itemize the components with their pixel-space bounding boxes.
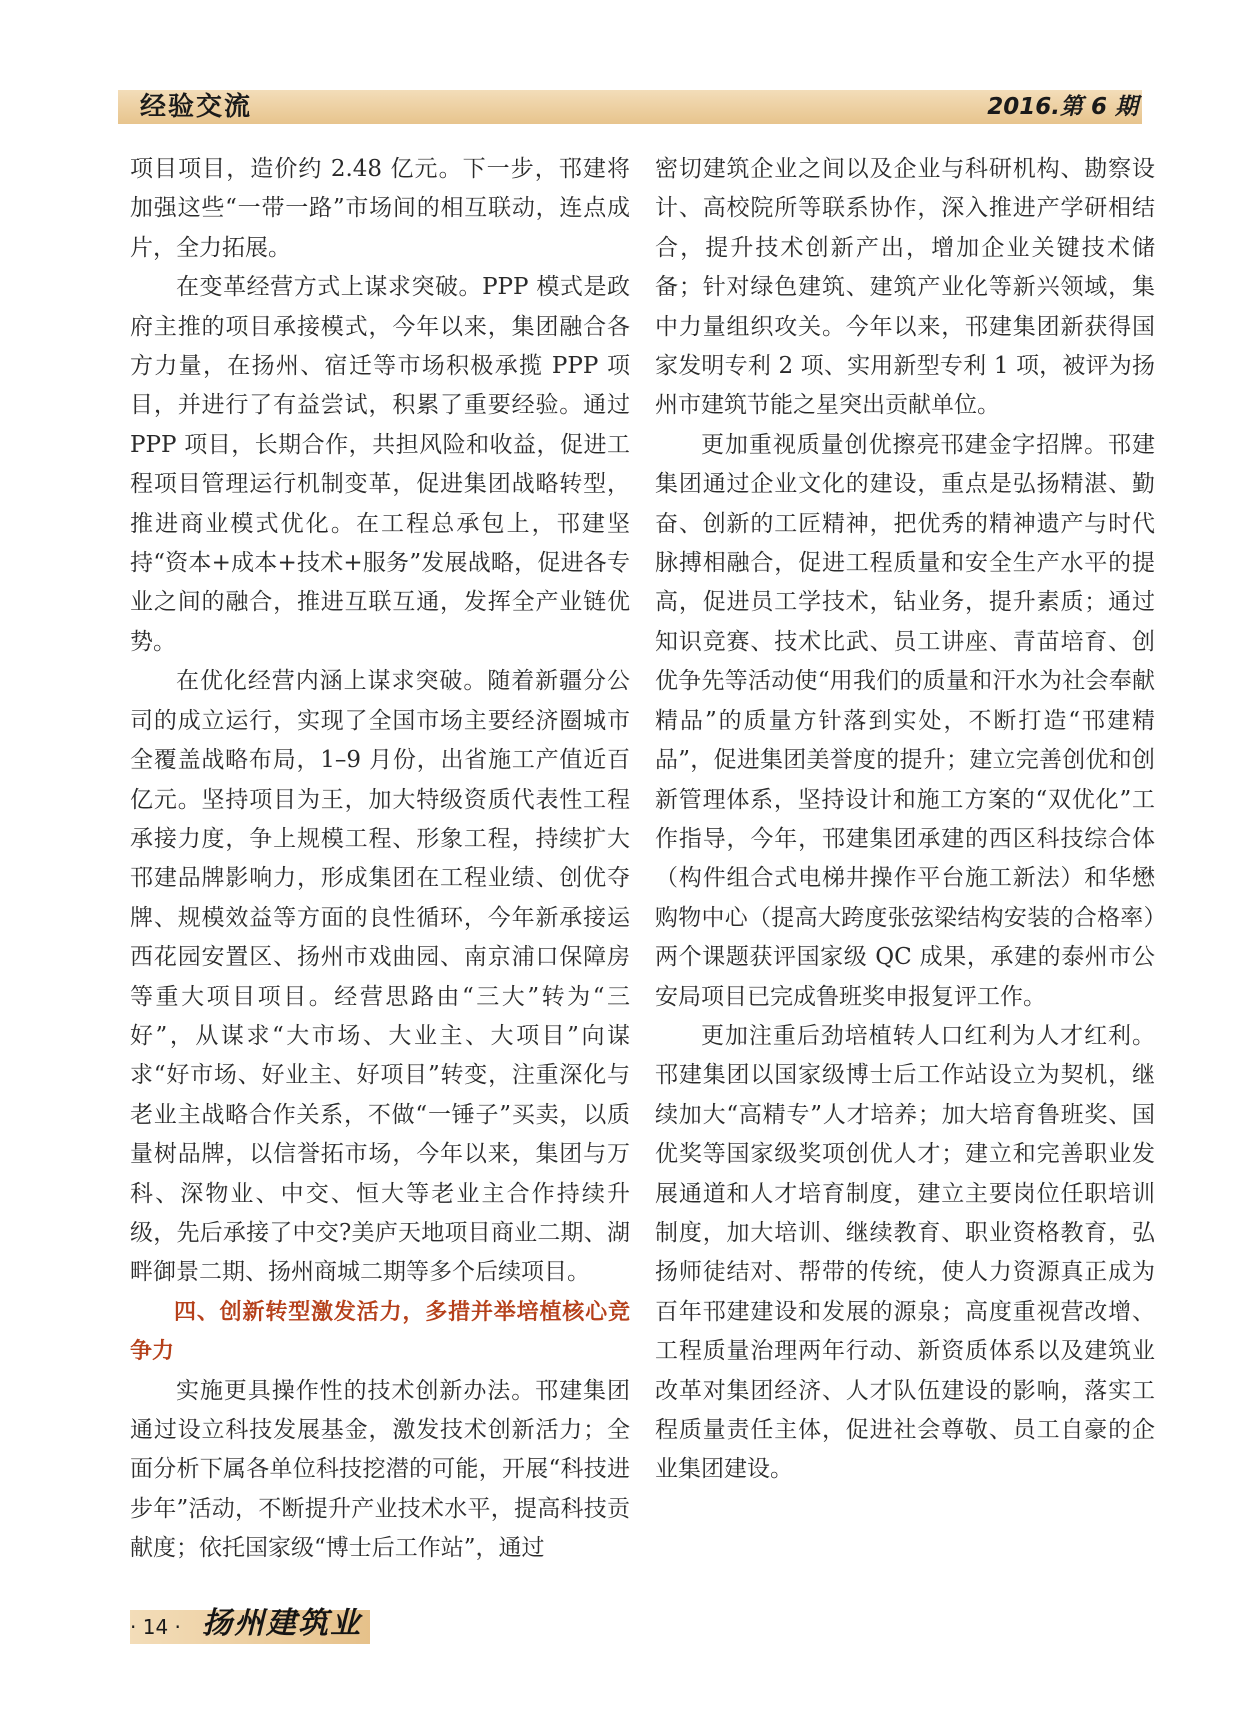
paragraph: 更加重视质量创优擦亮邗建金字招牌。邗建集团通过企业文化的建设，重点是弘扬精湛、勤奋、创新的工匠精神，把优秀的精神遗产与时代脉搏相融合，促进工程质量和安全生产水平的提高，促进员工学技术，钻业务，提升素质；通过知识竞赛、技术比武、员工讲座、青苗培育、创优争先等活动使“用我们的质量和汗水为社会奉献精品”的质量方针落到实处，不断打造“邗建精品”，促进集团美誉度的提升；建立完善创优和创新管理体系，坚持设计和施工方案的“双优化”工作指导，今年，邗建集团承建的西区科技综合体（构件组合式电梯井操作平台施工新法）和华懋购物中心（提高大跨度张弦梁结构安装的合格率）两个课题获评国家级 QC 成果，承建的泰州市公安局项目已完成鲁班奖申报复评工作。 [655,431,1155,1010]
paragraph: 实施更具操作性的技术创新办法。邗建集团通过设立科技发展基金，激发技术创新活力；全面分析下属各单位科技挖潜的可能，开展“科技进步年”活动，不断提升产业技术水平，提高科技贡献度；依托国家级“博士后工作站”，通过 [130,1377,630,1562]
left-column [130,150,630,1569]
paragraph: 密切建筑企业之间以及企业与科研机构、勘察设计、高校院所等联系协作，深入推进产学研相结合，提升技术创新产出，增加企业关键技术储备；针对绿色建筑、建筑产业化等新兴领域，集中力量组织攻关。今年以来，邗建集团新获得国家发明专利 2 项、实用新型专利 1 项，被评为扬州市建筑节能之星突出贡献单位。 [655,156,1155,419]
paragraph: 项目项目，造价约 2.48 亿元。下一步，邗建将加强这些“一带一路”市场间的相互联动，连点成片，全力拓展。 [130,156,630,261]
magazine-logo: 扬州建筑业 [202,1606,362,1641]
right-column [655,150,1155,1490]
paragraph: 在优化经营内涵上谋求突破。随着新疆分公司的成立运行，实现了全国市场主要经济圈城市全覆盖战略布局，1–9 月份，出省施工产值近百亿元。坚持项目为王，加大特级资质代表性工程承接力度，争上规模工程、形象工程，持续扩大邗建品牌影响力，形成集团在工程业绩、创优夺牌、规模效益等方面的良性循环，今年新承接运西花园安置区、扬州市戏曲园、南京浦口保障房等重大项目项目。经营思路由“三大”转为“三好”，从谋求“大市场、大业主、大项目”向谋求“好市场、好业主、好项目”转变，注重深化与老业主战略合作关系，不做“一锤子”买卖，以质量树品牌，以信誉拓市场，今年以来，集团与万科、深物业、中交、恒大等老业主合作持续升级，先后承接了中交?美庐天地项目商业二期、湖畔御景二期、扬州商城二期等多个后续项目。 [130,668,630,1286]
paragraph: 更加注重后劲培植转人口红利为人才红利。邗建集团以国家级博士后工作站设立为契机，继续加大“高精专”人才培养；加大培育鲁班奖、国优奖等国家级奖项创优人才；建立和完善职业发展通道和人才培育制度，建立主要岗位任职培训制度，加大培训、继续教育、职业资格教育，弘扬师徒结对、帮带的传统，使人力资源真正成为百年邗建建设和发展的源泉；高度重视营改增、工程质量治理两年行动、新资质体系以及建筑业改革对集团经济、人才队伍建设的影响，落实工程质量责任主体，促进社会尊敬、员工自豪的企业集团建设。 [655,1022,1155,1483]
page-number: · 14 · [130,1615,181,1639]
issue-number: 2016.第 6 期 [987,94,1138,120]
section-title: 经验交流 [140,92,253,122]
section-heading: 四、创新转型激发活力，多措并举培植核心竞争力 [130,1299,630,1365]
paragraph: 在变革经营方式上谋求突破。PPP 模式是政府主推的项目承接模式，今年以来，集团融合各方力量，在扬州、宿迁等市场积极承揽 PPP 项目，并进行了有益尝试，积累了重要经验。通过 PPP 项目，长期合作，共担风险和收益，促进工程项目管理运行机制变革，促进集团战略转型，推进商业模式优化。在工程总承包上，邗建坚持“资本+成本+技术+服务”发展战略，促进各专业之间的融合，推进互联互通，发挥全产业链优势。 [130,274,630,655]
